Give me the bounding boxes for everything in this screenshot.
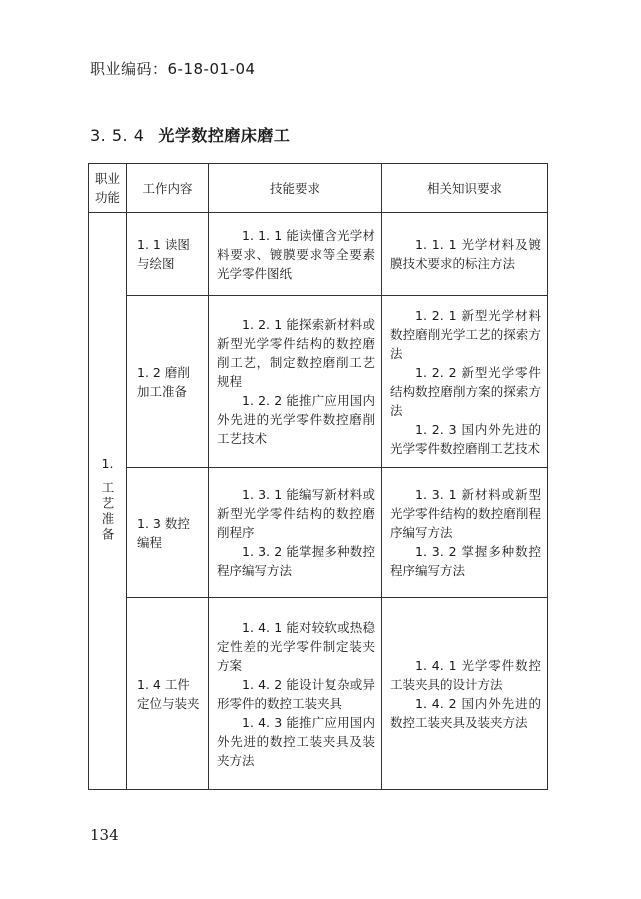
- table-header-row: [89, 164, 548, 213]
- knowledge-item: 1. 4. 1 光学零件数控工装夹具的设计方法: [390, 657, 541, 692]
- skill-item: 1. 4. 1 能对较软或热稳定性差的光学零件制定装夹方案: [217, 619, 375, 673]
- knowledge-item: 1. 3. 2 掌握多种数控程序编写方法: [390, 544, 541, 578]
- occupation-code: 职业编码：6-18-01-04: [90, 60, 256, 78]
- table-row: [89, 296, 548, 468]
- function-cell: [89, 213, 127, 790]
- work-content-cell: 1. 2 磨削加工准备: [127, 296, 209, 468]
- section-number: 3. 5. 4: [90, 126, 145, 145]
- skill-cell: [209, 296, 382, 468]
- knowledge-cell: [382, 468, 548, 598]
- function-number: 1.: [101, 456, 114, 471]
- table-row: [89, 213, 548, 296]
- knowledge-item: 1. 4. 2 国内外先进的数控工装夹具及装夹方法: [390, 695, 541, 730]
- skill-cell: [209, 213, 382, 296]
- table-row: [89, 468, 548, 598]
- skill-cell: [209, 468, 382, 598]
- function-name: 工艺准备: [100, 481, 115, 543]
- knowledge-item: 1. 2. 2 新型光学零件结构数控磨削方案的探索方法: [390, 364, 541, 418]
- skill-item: 1. 3. 2 能掌握多种数控程序编写方法: [217, 544, 375, 578]
- skills-table: [88, 163, 548, 790]
- knowledge-cell: [382, 296, 548, 468]
- knowledge-item: 1. 3. 1 新材料或新型光学零件结构的数控磨削程序编写方法: [390, 487, 541, 540]
- table-row: [89, 598, 548, 790]
- skill-cell: [209, 598, 382, 790]
- page-number: 134: [90, 826, 119, 844]
- skill-item: 1. 2. 2 能推广应用国内外先进的光学零件数控磨削工艺技术: [217, 393, 375, 446]
- section-heading: [90, 123, 290, 146]
- section-title: 光学数控磨床磨工: [158, 126, 291, 145]
- header-function: 职业功能: [89, 164, 127, 213]
- knowledge-item: 1. 2. 1 新型光学材料数控磨削光学工艺的探索方法: [390, 307, 541, 361]
- skill-item: 1. 4. 2 能设计复杂或异形零件的数控工装夹具: [217, 676, 375, 711]
- knowledge-cell: [382, 213, 548, 296]
- work-content-cell: 1. 4 工件定位与装夹: [127, 598, 209, 790]
- knowledge-item: 1. 2. 3 国内外先进的光学零件数控磨削工艺技术: [390, 421, 541, 456]
- header-skill-requirements: 技能要求: [209, 164, 382, 213]
- skill-item: 1. 4. 3 能推广应用国内外先进的数控工装夹具及装夹方法: [217, 714, 375, 768]
- work-content-cell: 1. 3 数控编程: [127, 468, 209, 598]
- work-content-cell: 1. 1 读图与绘图: [127, 213, 209, 296]
- skill-item: 1. 3. 1 能编写新材料或新型光学零件结构的数控磨削程序: [217, 487, 375, 540]
- knowledge-cell: [382, 598, 548, 790]
- header-work-content: 工作内容: [127, 164, 209, 213]
- skill-item: 1. 2. 1 能探索新材料或新型光学零件结构的数控磨削工艺，制定数控磨削工艺规程: [217, 317, 375, 389]
- skill-item: 1. 1. 1 能读懂含光学材料要求、镀膜要求等全要素光学零件图纸: [217, 227, 375, 281]
- knowledge-item: 1. 1. 1 光学材料及镀膜技术要求的标注方法: [390, 237, 541, 271]
- header-knowledge-requirements: 相关知识要求: [382, 164, 548, 213]
